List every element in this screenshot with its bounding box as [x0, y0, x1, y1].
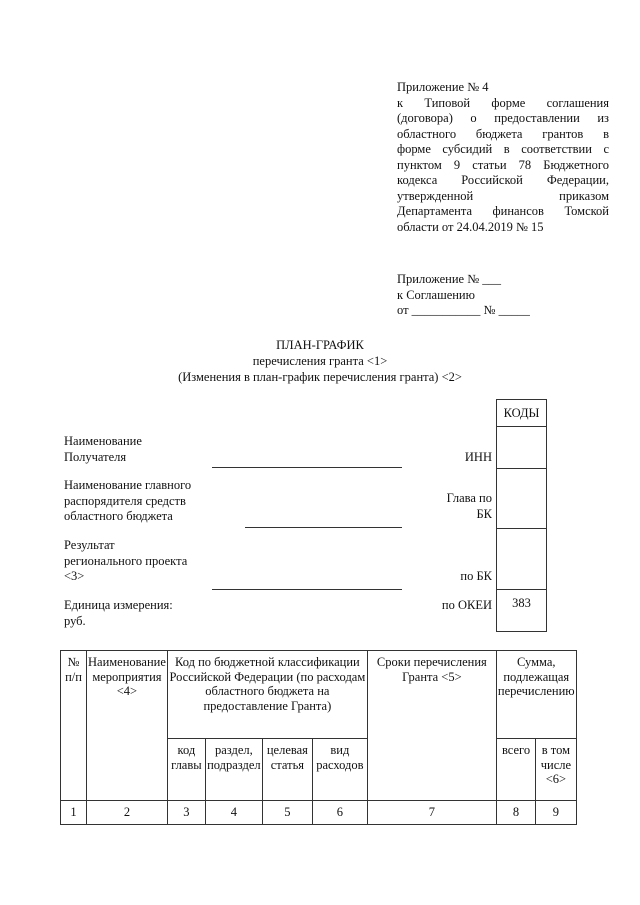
column-number: 6 — [312, 801, 367, 825]
header-including: в том числе <6> — [536, 739, 576, 801]
agreement-appendix — [397, 272, 609, 319]
header-num: № п/п — [61, 651, 87, 801]
appendix-line: (договора) о предоставлении из — [397, 111, 609, 125]
header-section: раздел, подраздел — [205, 739, 262, 801]
result-label-line: Результат — [64, 538, 115, 552]
recipient-label-line: Получателя — [64, 449, 127, 464]
inn-label: ИНН — [464, 450, 492, 464]
column-number: 7 — [367, 801, 496, 825]
appendix-line: пунктом 9 статьи 78 Бюджетного — [397, 157, 609, 172]
agreement-appendix-line: от ___________ № _____ — [397, 303, 530, 317]
appendix-line: к Типовой форме соглашения — [397, 95, 609, 110]
table-column-numbers-row — [61, 801, 577, 825]
recipient-label-line: Наименование — [64, 434, 142, 448]
code-cell-bk[interactable] — [496, 528, 547, 590]
okei-code: 383 — [512, 596, 531, 610]
recipient-underline — [212, 467, 402, 468]
document-title: ПЛАН-ГРАФИК — [276, 338, 364, 352]
column-number: 8 — [496, 801, 535, 825]
column-number: 1 — [61, 801, 87, 825]
header-activity-name: Наименование мероприятия <4> — [87, 651, 168, 801]
payment-schedule-table — [60, 650, 577, 825]
code-cell-inn[interactable] — [496, 426, 547, 469]
manager-label — [64, 478, 191, 525]
code-cell-glava[interactable] — [496, 468, 547, 529]
po-bk-label: по БК — [460, 569, 492, 583]
result-label-line: <3> — [64, 569, 85, 583]
table-header-row — [61, 651, 577, 739]
unit-label-line: Единица измерения: — [64, 598, 173, 612]
header-amount: Сумма, подлежащая перечислению — [496, 651, 576, 739]
appendix-line: Департамента финансов Томской — [397, 204, 609, 218]
manager-label-line: распорядителя средств — [64, 493, 186, 508]
result-label-line: регионального проекта — [64, 553, 188, 568]
glava-label — [420, 491, 492, 522]
appendix-line: кодекса Российской Федерации, — [397, 173, 609, 187]
codes-header — [496, 399, 547, 427]
glava-label-line: Глава по — [446, 491, 492, 505]
appendix-line: Приложение № 4 — [397, 80, 489, 94]
appendix-header — [397, 80, 609, 235]
appendix-line: утвержденной приказом — [397, 188, 609, 203]
column-number: 5 — [262, 801, 312, 825]
document-subtitle: перечисления гранта <1> — [252, 354, 388, 368]
agreement-appendix-line: Приложение № ___ — [397, 272, 502, 286]
manager-label-line: Наименование главного — [64, 478, 192, 492]
header-chapter-code: код главы — [167, 739, 205, 801]
column-number: 2 — [87, 801, 168, 825]
glava-label-line: БК — [476, 506, 492, 521]
unit-label — [64, 598, 173, 629]
recipient-label — [64, 434, 142, 465]
agreement-appendix-line: к Соглашению — [397, 287, 475, 302]
manager-underline — [245, 527, 402, 528]
header-expense-type: вид расходов — [312, 739, 367, 801]
codes-header-label: КОДЫ — [503, 406, 540, 420]
header-transfer-terms: Сроки перечисления Гранта <5> — [367, 651, 496, 801]
appendix-line: форме субсидий в соответствии с — [397, 142, 609, 156]
column-number: 9 — [536, 801, 576, 825]
document-subtitle-changes: (Изменения в план-график перечисления гранта) <2> — [178, 370, 462, 384]
appendix-line: областного бюджета грантов в — [397, 126, 609, 141]
header-target-article: целевая статья — [262, 739, 312, 801]
column-number: 4 — [205, 801, 262, 825]
okei-label: по ОКЕИ — [441, 598, 492, 612]
header-total: всего — [496, 739, 535, 801]
appendix-line: области от 24.04.2019 № 15 — [397, 219, 544, 234]
code-cell-okei — [496, 589, 547, 632]
result-label — [64, 538, 187, 585]
manager-label-line: областного бюджета — [64, 509, 173, 523]
result-underline — [212, 589, 402, 590]
column-number: 3 — [167, 801, 205, 825]
header-kbk: Код по бюджетной классификации Российской Федерации (по расходам областного бюджета на предоставление Гранта) — [167, 651, 367, 739]
unit-label-value: руб. — [64, 613, 86, 628]
